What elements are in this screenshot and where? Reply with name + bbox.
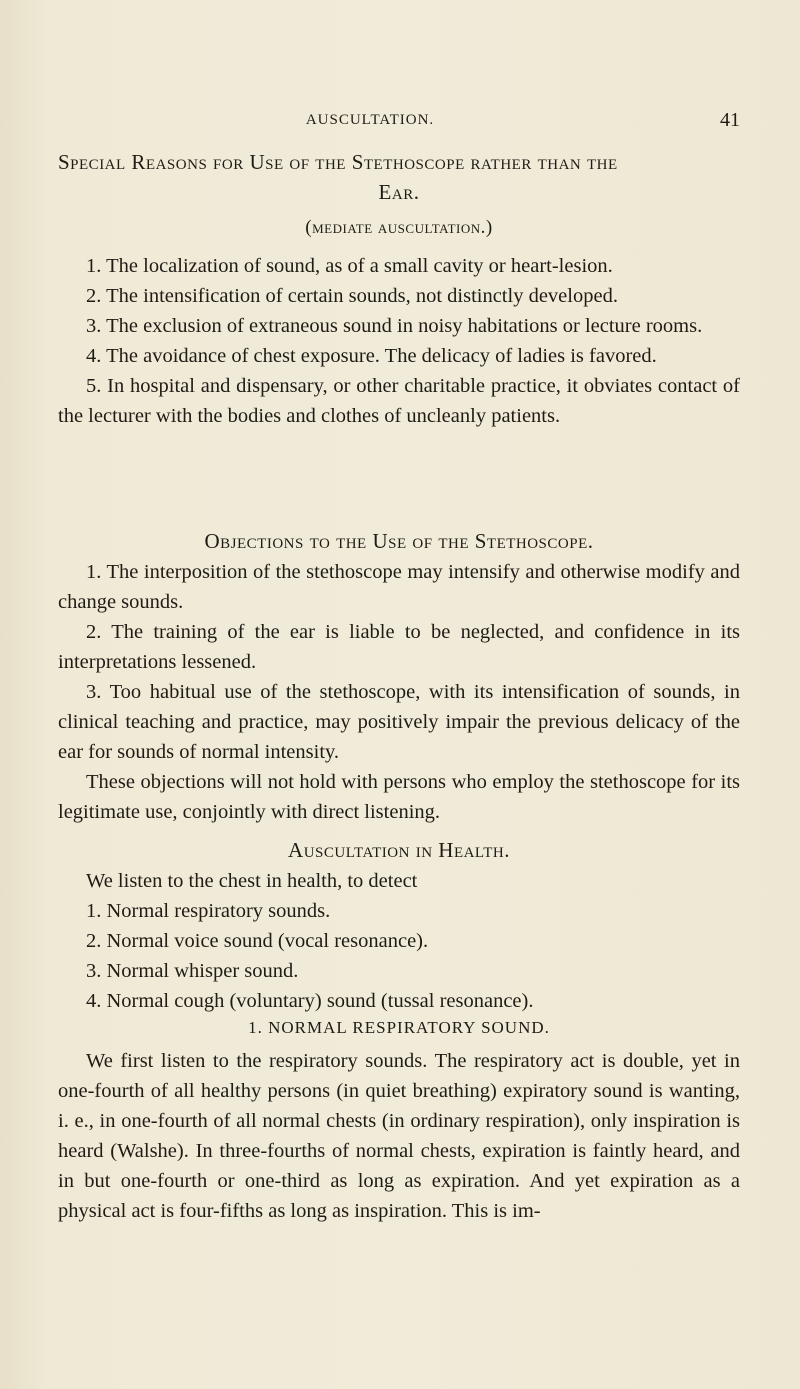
list-item: 4. Normal cough (voluntary) sound (tussal resonance). bbox=[86, 990, 534, 1012]
list-item: 5. In hospital and dispensary, or other charitable practice, it obviates contact of the lecturer with the bodies and clothes of uncleanly patients. bbox=[58, 375, 740, 427]
list-item: 1. The interposition of the stethoscope may intensify and otherwise modify and change sounds. bbox=[58, 561, 740, 613]
special-reasons-heading-line1: Special Reasons for Use of the Stethoscope rather than the bbox=[58, 150, 618, 174]
mediate-auscultation-subheading: (mediate auscultation.) bbox=[305, 217, 493, 238]
list-item: 4. The avoidance of chest exposure. The delicacy of ladies is favored. bbox=[86, 345, 657, 367]
normal-respiratory-sound-heading: 1. NORMAL RESPIRATORY SOUND. bbox=[248, 1018, 550, 1037]
health-list bbox=[58, 866, 740, 1016]
health-intro: We listen to the chest in health, to detect bbox=[86, 870, 418, 892]
list-item: 3. The exclusion of extraneous sound in noisy habitations or lecture rooms. bbox=[86, 315, 703, 337]
running-header bbox=[0, 109, 740, 131]
special-reasons-heading-line2: Ear. bbox=[378, 180, 420, 204]
list-item: 3. Normal whisper sound. bbox=[86, 960, 299, 982]
list-item: 1. Normal respiratory sounds. bbox=[86, 900, 331, 922]
list-item: 2. The training of the ear is liable to be neglected, and confidence in its interpretations lessened. bbox=[58, 621, 740, 673]
list-item: 2. Normal voice sound (vocal resonance). bbox=[86, 930, 429, 952]
objections-closing: These objections will not hold with persons who employ the stethoscope for its legitimate use, conjointly with direct listening. bbox=[58, 771, 740, 823]
special-reasons-heading bbox=[58, 147, 740, 207]
special-reasons-list bbox=[58, 251, 740, 431]
list-item: 3. Too habitual use of the stethoscope, with its intensification of sounds, in clinical teaching and practice, may positively impair the previous delicacy of the ear for sounds of normal intensity. bbox=[58, 681, 740, 763]
objections-list bbox=[58, 557, 740, 827]
running-title: AUSCULTATION. bbox=[305, 112, 435, 128]
respiratory-section bbox=[58, 1046, 740, 1226]
list-item: 1. The localization of sound, as of a small cavity or heart-lesion. bbox=[86, 255, 613, 277]
page-number: 41 bbox=[720, 109, 740, 131]
respiratory-paragraph: We first listen to the respiratory sounds. The respiratory act is double, yet in one-fourth of all healthy persons (in quiet breathing) expiratory sound is wanting, i. e., in one-fourth of all normal chests (in ordinary respiration), only inspiration is heard (Walshe). In three-fourths of normal chests, expiration is faintly heard, and in but one-fourth or one-third as long as expiration. And yet expiration as a physical act is four-fifths as long as inspiration. This is im- bbox=[58, 1050, 740, 1222]
list-item: 2. The intensification of certain sounds, not distinctly developed. bbox=[86, 285, 618, 307]
objections-heading: Objections to the Use of the Stethoscope. bbox=[204, 529, 594, 553]
auscultation-in-health-heading: Auscultation in Health. bbox=[288, 838, 510, 862]
